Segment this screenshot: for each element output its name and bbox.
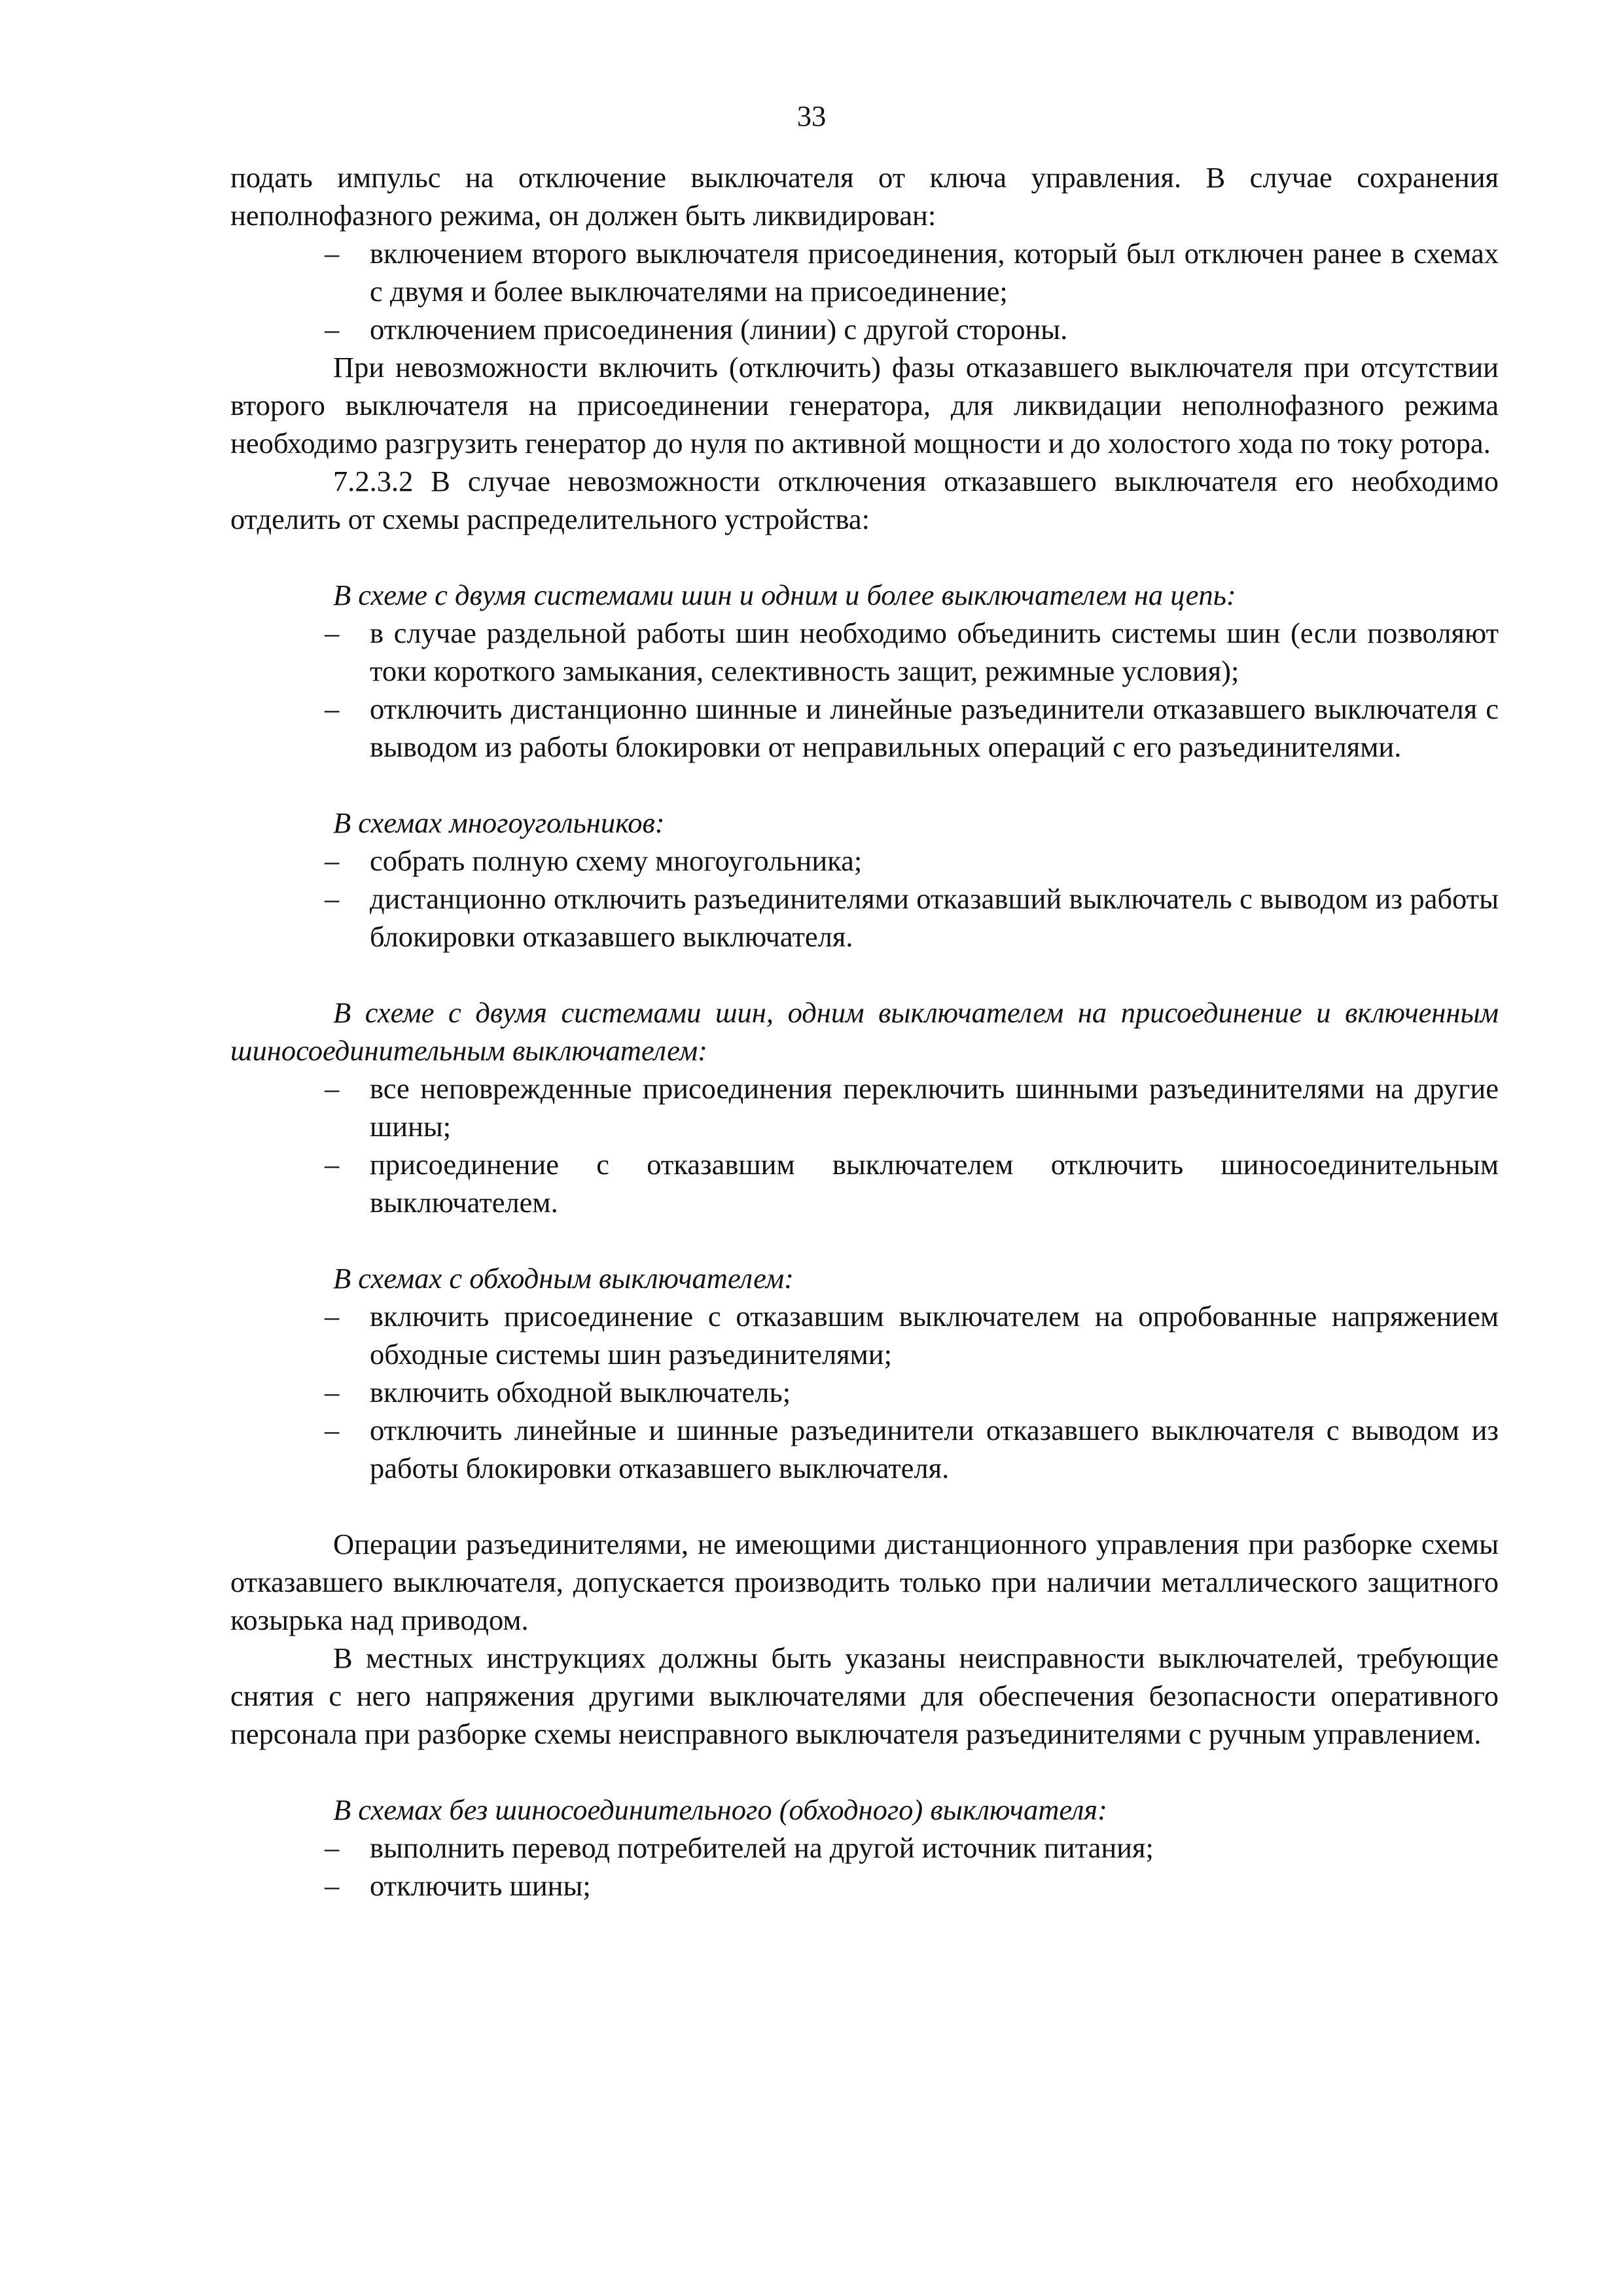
list-item — [230, 880, 1499, 956]
dash-bullet: – — [325, 1300, 340, 1333]
heading-bypass-breaker: В схемах с обходным выключателем: — [333, 1262, 794, 1295]
list-item — [230, 1297, 1499, 1373]
list-no-bus-coupler — [230, 1829, 1499, 1905]
paragraph-local-instructions: В местных инструкциях должны быть указаны неисправности выключателей, требующие снятия с него напряжения другими выключателями для обеспечения безопасности оперативного персонала при разборке схемы неисправного выключателя разъединителями с ручным управлением. — [230, 1641, 1499, 1750]
heading-two-bus-systems: В схеме с двумя системами шин и одним и более выключателем на цепь: — [333, 579, 1236, 611]
heading-bus-coupler: В схеме с двумя системами шин, одним выключателем на присоединение и включенным шиносоединительным выключателем: — [230, 996, 1499, 1067]
list-two-bus-systems — [230, 614, 1499, 766]
paragraph-disconnector-operations: Операции разъединителями, не имеющими дистанционного управления при разборке схемы отказавшего выключателя, допускается производить только при наличии металлического защитного козырька над приводом. — [230, 1528, 1499, 1636]
dash-bullet: – — [325, 1376, 340, 1408]
dash-bullet: – — [325, 1148, 340, 1181]
dash-bullet: – — [325, 617, 340, 649]
dash-bullet: – — [325, 1831, 340, 1864]
list-bypass-breaker — [230, 1297, 1499, 1487]
list-item-text: дистанционно отключить разъединителями отказавший выключатель с выводом из работы блокировки отказавшего выключателя. — [370, 882, 1499, 953]
heading-no-bus-coupler: В схемах без шиносоединительного (обходного) выключателя: — [333, 1793, 1107, 1826]
dash-bullet: – — [325, 844, 340, 877]
dash-bullet: – — [325, 1869, 340, 1902]
list-item — [230, 614, 1499, 690]
document-body — [230, 158, 1499, 1905]
paragraph-intro: подать импульс на отключение выключателя от ключа управления. В случае сохранения неполнофазного режима, он должен быть ликвидирован: — [230, 161, 1499, 232]
paragraph-7-2-3-2: 7.2.3.2 В случае невозможности отключения отказавшего выключателя его необходимо отделить от схемы распределительного устройства: — [230, 465, 1499, 535]
list-item — [230, 234, 1499, 310]
list-item-text: все неповрежденные присоединения переключить шинными разъединителями на другие шины; — [370, 1072, 1499, 1143]
list-item — [230, 1829, 1499, 1867]
list-item-text: собрать полную схему многоугольника; — [370, 844, 863, 877]
dash-bullet: – — [325, 692, 340, 725]
list-item — [230, 690, 1499, 766]
list-item — [230, 1411, 1499, 1487]
heading-polygon-schemes: В схемах многоугольников: — [333, 806, 665, 839]
list-item-text: отключить шины; — [370, 1869, 591, 1902]
list-item-text: отключением присоединения (линии) с другой стороны. — [370, 313, 1068, 346]
list-item-text: включить обходной выключатель; — [370, 1376, 791, 1408]
list-item-text: включить присоединение с отказавшим выключателем на опробованные напряжением обходные системы шин разъединителями; — [370, 1300, 1499, 1371]
list-item — [230, 842, 1499, 880]
dash-bullet: – — [325, 1072, 340, 1105]
list-item-text: включением второго выключателя присоединения, который был отключен ранее в схемах с двумя и более выключателями на присоединение; — [370, 237, 1499, 308]
dash-bullet: – — [325, 313, 340, 346]
list-item-text: отключить дистанционно шинные и линейные разъединители отказавшего выключателя с выводом из работы блокировки от неправильных операций с его разъединителями. — [370, 692, 1499, 763]
dash-bullet: – — [325, 1414, 340, 1446]
list-item — [230, 1373, 1499, 1411]
list-intro — [230, 234, 1499, 348]
list-polygon-schemes — [230, 842, 1499, 956]
dash-bullet: – — [325, 882, 340, 915]
list-item — [230, 310, 1499, 348]
list-bus-coupler — [230, 1069, 1499, 1221]
paragraph-generator: При невозможности включить (отключить) фазы отказавшего выключателя при отсутствии второго выключателя на присоединении генератора, для ликвидации неполнофазного режима необходимо разгрузить генератор до нуля по активной мощности и до холостого хода по току ротора. — [230, 351, 1499, 459]
list-item — [230, 1069, 1499, 1145]
page-number: 33 — [796, 99, 827, 132]
list-item-text: присоединение с отказавшим выключателем отключить шиносоединительным выключателем. — [370, 1148, 1499, 1219]
list-item-text: отключить линейные и шинные разъединители отказавшего выключателя с выводом из работы блокировки отказавшего выключателя. — [370, 1414, 1499, 1484]
list-item-text: в случае раздельной работы шин необходимо объединить системы шин (если позволяют токи короткого замыкания, селективность защит, режимные условия); — [370, 617, 1499, 687]
dash-bullet: – — [325, 237, 340, 270]
list-item — [230, 1145, 1499, 1221]
list-item — [230, 1867, 1499, 1905]
list-item-text: выполнить перевод потребителей на другой источник питания; — [370, 1831, 1154, 1864]
